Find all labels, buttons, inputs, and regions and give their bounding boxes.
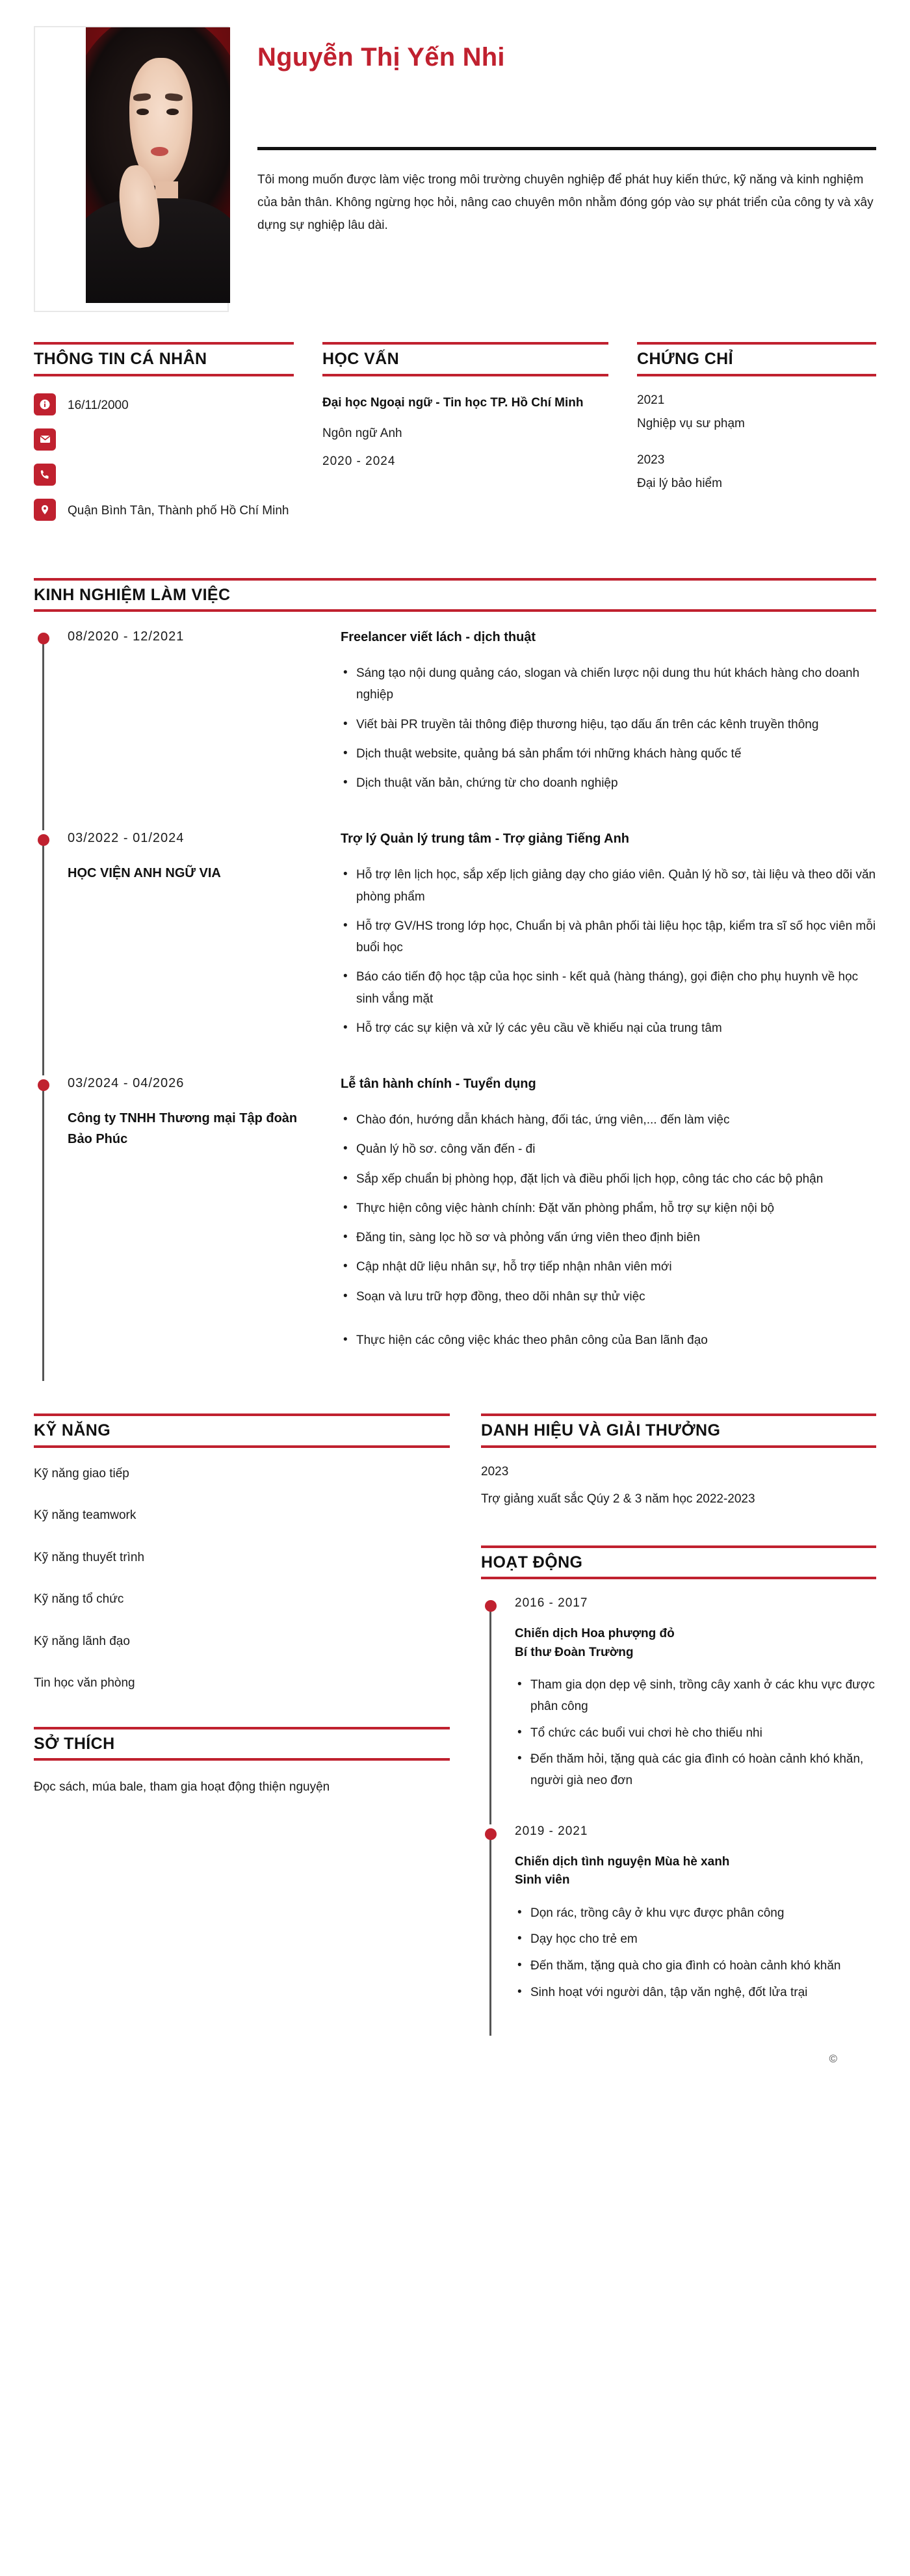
activity-title: Chiến dịch tình nguyện Mùa hè xanh <box>515 1854 730 1869</box>
experience-bullet: • Soạn và lưu trữ hợp đồng, theo dõi nhân sự thử việc <box>341 1286 876 1308</box>
experience-bullet: • Đăng tin, sàng lọc hồ sơ và phỏng vấn ứng viên theo định biên <box>341 1227 876 1248</box>
experience-heading-bar <box>34 578 876 612</box>
experience-bullet: • Sắp xếp chuẩn bị phòng họp, đặt lịch và điều phối lịch họp, công tác cho các bộ phận <box>341 1168 876 1190</box>
certificate-name: Đại lý bảo hiểm <box>637 476 722 490</box>
experience-role: Lễ tân hành chính - Tuyển dụng <box>341 1077 536 1091</box>
activity-bullet: • Đến thăm, tặng quà cho gia đình có hoàn cảnh khó khăn <box>515 1956 876 1977</box>
photo-eye-left <box>136 109 149 115</box>
photo-frame <box>34 26 229 312</box>
experience-date: 03/2022 - 01/2024 <box>68 831 185 846</box>
certificate-year: 2021 <box>637 393 665 407</box>
education-heading-bar <box>322 342 608 376</box>
hobbies-section <box>34 1727 450 1798</box>
experience-timeline <box>34 629 876 1387</box>
info-row-address <box>34 499 294 525</box>
experience-item <box>34 830 876 1075</box>
experience-organization: Công ty TNHH Thương mại Tập đoàn Bảo Phúc <box>68 1111 298 1146</box>
phone-icon <box>34 464 56 486</box>
timeline-dot <box>485 1828 497 1840</box>
experience-bullet: • Hỗ trợ lên lịch học, sắp xếp lịch giảng dạy cho giáo viên. Quản lý hồ sơ, tài liệu và theo dõi văn phòng phẩm <box>341 864 876 908</box>
education-dates: 2020 - 2024 <box>322 454 396 469</box>
experience-bullet: • Quản lý hồ sơ. công văn đến - đi <box>341 1138 876 1160</box>
activity-date: 2019 - 2021 <box>515 1824 588 1838</box>
experience-bullet: • Dịch thuật văn bản, chứng từ cho doanh nghiệp <box>341 772 876 794</box>
portrait-photo <box>86 27 230 303</box>
skills-column <box>34 1413 450 2066</box>
hobbies-heading-bar <box>34 1727 450 1761</box>
hobbies-text: Đọc sách, múa bale, tham gia hoạt động thiện nguyện <box>34 1780 330 1794</box>
skills-heading: KỸ NĂNG <box>34 1421 111 1439</box>
education-heading: HỌC VẤN <box>322 350 400 368</box>
skill-item: Tin học văn phòng <box>34 1676 135 1690</box>
experience-item <box>34 629 876 830</box>
activity-bullets <box>515 1903 876 2004</box>
skill-item: Kỹ năng lãnh đạo <box>34 1634 130 1648</box>
photo-lips <box>151 147 168 156</box>
activity-role: Bí thư Đoàn Trường <box>515 1645 634 1659</box>
experience-date: 08/2020 - 12/2021 <box>68 629 185 644</box>
activity-title: Chiến dịch Hoa phượng đỏ <box>515 1627 675 1641</box>
experience-bullets <box>341 864 876 1039</box>
skill-item: Kỹ năng giao tiếp <box>34 1466 129 1480</box>
timeline-dot <box>38 1079 49 1091</box>
timeline-rail <box>42 839 44 1075</box>
skills-heading-bar <box>34 1413 450 1448</box>
experience-heading: KINH NGHIỆM LÀM VIỆC <box>34 585 231 604</box>
experience-bullet: • Hỗ trợ GV/HS trong lớp học, Chuẩn bị và phân phối tài liệu học tập, kiểm tra sĩ số học viên mỗi buổi học <box>341 915 876 959</box>
cv-header <box>34 26 876 324</box>
hobbies-heading: SỞ THÍCH <box>34 1734 115 1753</box>
activity-bullet: • Dọn rác, trồng cây ở khu vực được phân công <box>515 1903 876 1925</box>
certificate-item <box>637 393 876 431</box>
experience-bullet: • Dịch thuật website, quảng bá sản phẩm tới những khách hàng quốc tế <box>341 743 876 765</box>
timeline-dot <box>38 834 49 846</box>
address-value: Quận Bình Tân, Thành phố Hồ Chí Minh <box>68 503 289 518</box>
info-icon <box>34 393 56 415</box>
info-row-phone <box>34 464 294 490</box>
top-columns <box>34 342 876 534</box>
experience-bullet: • Thực hiện công việc hành chính: Đặt văn phòng phẩm, hỗ trợ sự kiện nội bộ <box>341 1198 876 1219</box>
personal-info-section <box>34 342 294 534</box>
experience-bullet: • Thực hiện các công việc khác theo phân công của Ban lãnh đạo <box>341 1330 876 1351</box>
experience-role: Freelancer viết lách - dịch thuật <box>341 630 536 644</box>
info-row-email <box>34 428 294 454</box>
bottom-columns <box>34 1413 876 2066</box>
activity-item <box>481 1596 876 1824</box>
awards-heading: DANH HIỆU VÀ GIẢI THƯỞNG <box>481 1421 721 1439</box>
experience-bullet: • Báo cáo tiến độ học tập của học sinh - kết quả (hàng tháng), gọi điện cho phụ huynh về học sinh vắng mặt <box>341 966 876 1010</box>
email-icon <box>34 428 56 451</box>
education-school: Đại học Ngoại ngữ - Tin học TP. Hồ Chí Minh <box>322 395 584 410</box>
activities-section <box>481 1545 876 2066</box>
activities-heading: HOẠT ĐỘNG <box>481 1553 583 1571</box>
timeline-rail <box>489 1833 491 2036</box>
header-text-block <box>257 26 876 237</box>
timeline-dot <box>485 1600 497 1612</box>
experience-bullet: • Sáng tạo nội dung quảng cáo, slogan và chiến lược nội dung thu hút khách hàng cho doanh nghiệp <box>341 663 876 706</box>
timeline-rail <box>42 638 44 830</box>
experience-meta <box>68 629 341 802</box>
award-name: Trợ giảng xuất sắc Qúy 2 & 3 năm học 2022-2023 <box>481 1492 755 1506</box>
birthdate-value: 16/11/2000 <box>68 398 129 412</box>
activity-bullet: • Tổ chức các buổi vui chơi hè cho thiếu nhi <box>515 1723 876 1744</box>
skill-item: Kỹ năng thuyết trình <box>34 1550 145 1564</box>
certificate-name: Nghiệp vụ sư phạm <box>637 416 745 430</box>
location-icon <box>34 499 56 521</box>
experience-bullets <box>341 663 876 794</box>
certificates-heading-bar <box>637 342 876 376</box>
experience-meta <box>68 830 341 1047</box>
experience-organization: HỌC VIỆN ANH NGỮ VIA <box>68 866 221 881</box>
activity-bullets <box>515 1675 876 1791</box>
activity-bullet: • Dạy học cho trẻ em <box>515 1929 876 1951</box>
experience-bullet: • Cập nhật dữ liệu nhân sự, hỗ trợ tiếp nhận nhân viên mới <box>341 1256 876 1278</box>
education-major: Ngôn ngữ Anh <box>322 426 402 440</box>
activities-heading-bar <box>481 1545 876 1580</box>
experience-bullet: • Viết bài PR truyền tải thông điệp thương hiệu, tạo dấu ấn trên các kênh truyền thông <box>341 714 876 735</box>
experience-detail <box>341 629 876 802</box>
experience-bullets <box>341 1109 876 1351</box>
experience-section <box>34 578 876 1388</box>
skill-item: Kỹ năng tổ chức <box>34 1592 124 1606</box>
experience-bullet: • Chào đón, hướng dẫn khách hàng, đối tác, ứng viên,... đến làm việc <box>341 1109 876 1131</box>
skill-item: Kỹ năng teamwork <box>34 1508 136 1522</box>
certificate-item <box>637 453 876 491</box>
timeline-rail <box>489 1605 491 1824</box>
activity-date: 2016 - 2017 <box>515 1596 588 1610</box>
experience-item <box>34 1075 876 1387</box>
experience-date: 03/2024 - 04/2026 <box>68 1076 185 1090</box>
personal-info-heading: THÔNG TIN CÁ NHÂN <box>34 350 207 368</box>
info-row-birthdate <box>34 393 294 419</box>
photo-eye-right <box>166 109 179 115</box>
experience-meta <box>68 1075 341 1359</box>
award-year: 2023 <box>481 1464 509 1479</box>
activity-bullet: • Tham gia dọn dẹp vệ sinh, trồng cây xanh ở các khu vực được phân công <box>515 1675 876 1717</box>
activity-bullet: • Sinh hoạt với người dân, tập văn nghệ, đốt lửa trại <box>515 1982 876 2004</box>
activity-role: Sinh viên <box>515 1873 570 1887</box>
header-divider <box>257 147 876 150</box>
certificate-year: 2023 <box>637 453 665 467</box>
education-section <box>322 342 608 534</box>
experience-role: Trợ lý Quản lý trung tâm - Trợ giảng Tiếng Anh <box>341 832 630 847</box>
awards-activities-column <box>481 1413 876 2066</box>
experience-detail <box>341 830 876 1047</box>
certificates-section <box>637 342 876 534</box>
timeline-rail <box>42 1084 44 1381</box>
experience-bullet: • Hỗ trợ các sự kiện và xử lý các yêu cầu về khiếu nại của trung tâm <box>341 1018 876 1039</box>
awards-heading-bar <box>481 1413 876 1448</box>
certificates-heading: CHỨNG CHỈ <box>637 350 733 368</box>
copyright-mark: © <box>829 2053 837 2066</box>
activity-bullet: • Đến thăm hỏi, tặng quà các gia đình có hoàn cảnh khó khăn, người già neo đơn <box>515 1749 876 1791</box>
career-objective: Tôi mong muốn được làm việc trong môi trường chuyên nghiệp để phát huy kiến thức, kỹ năng và kinh nghiệm của bản thân. Không ngừng học hỏi, nâng cao chuyên môn nhằm đóng góp vào sự phát triển của công ty và xây dựng sự nghiệp lâu dài. <box>257 173 874 233</box>
personal-info-heading-bar <box>34 342 294 376</box>
activity-item <box>481 1824 876 2036</box>
timeline-dot <box>38 633 49 644</box>
experience-detail <box>341 1075 876 1359</box>
candidate-name: Nguyễn Thị Yến Nhi <box>257 43 505 72</box>
